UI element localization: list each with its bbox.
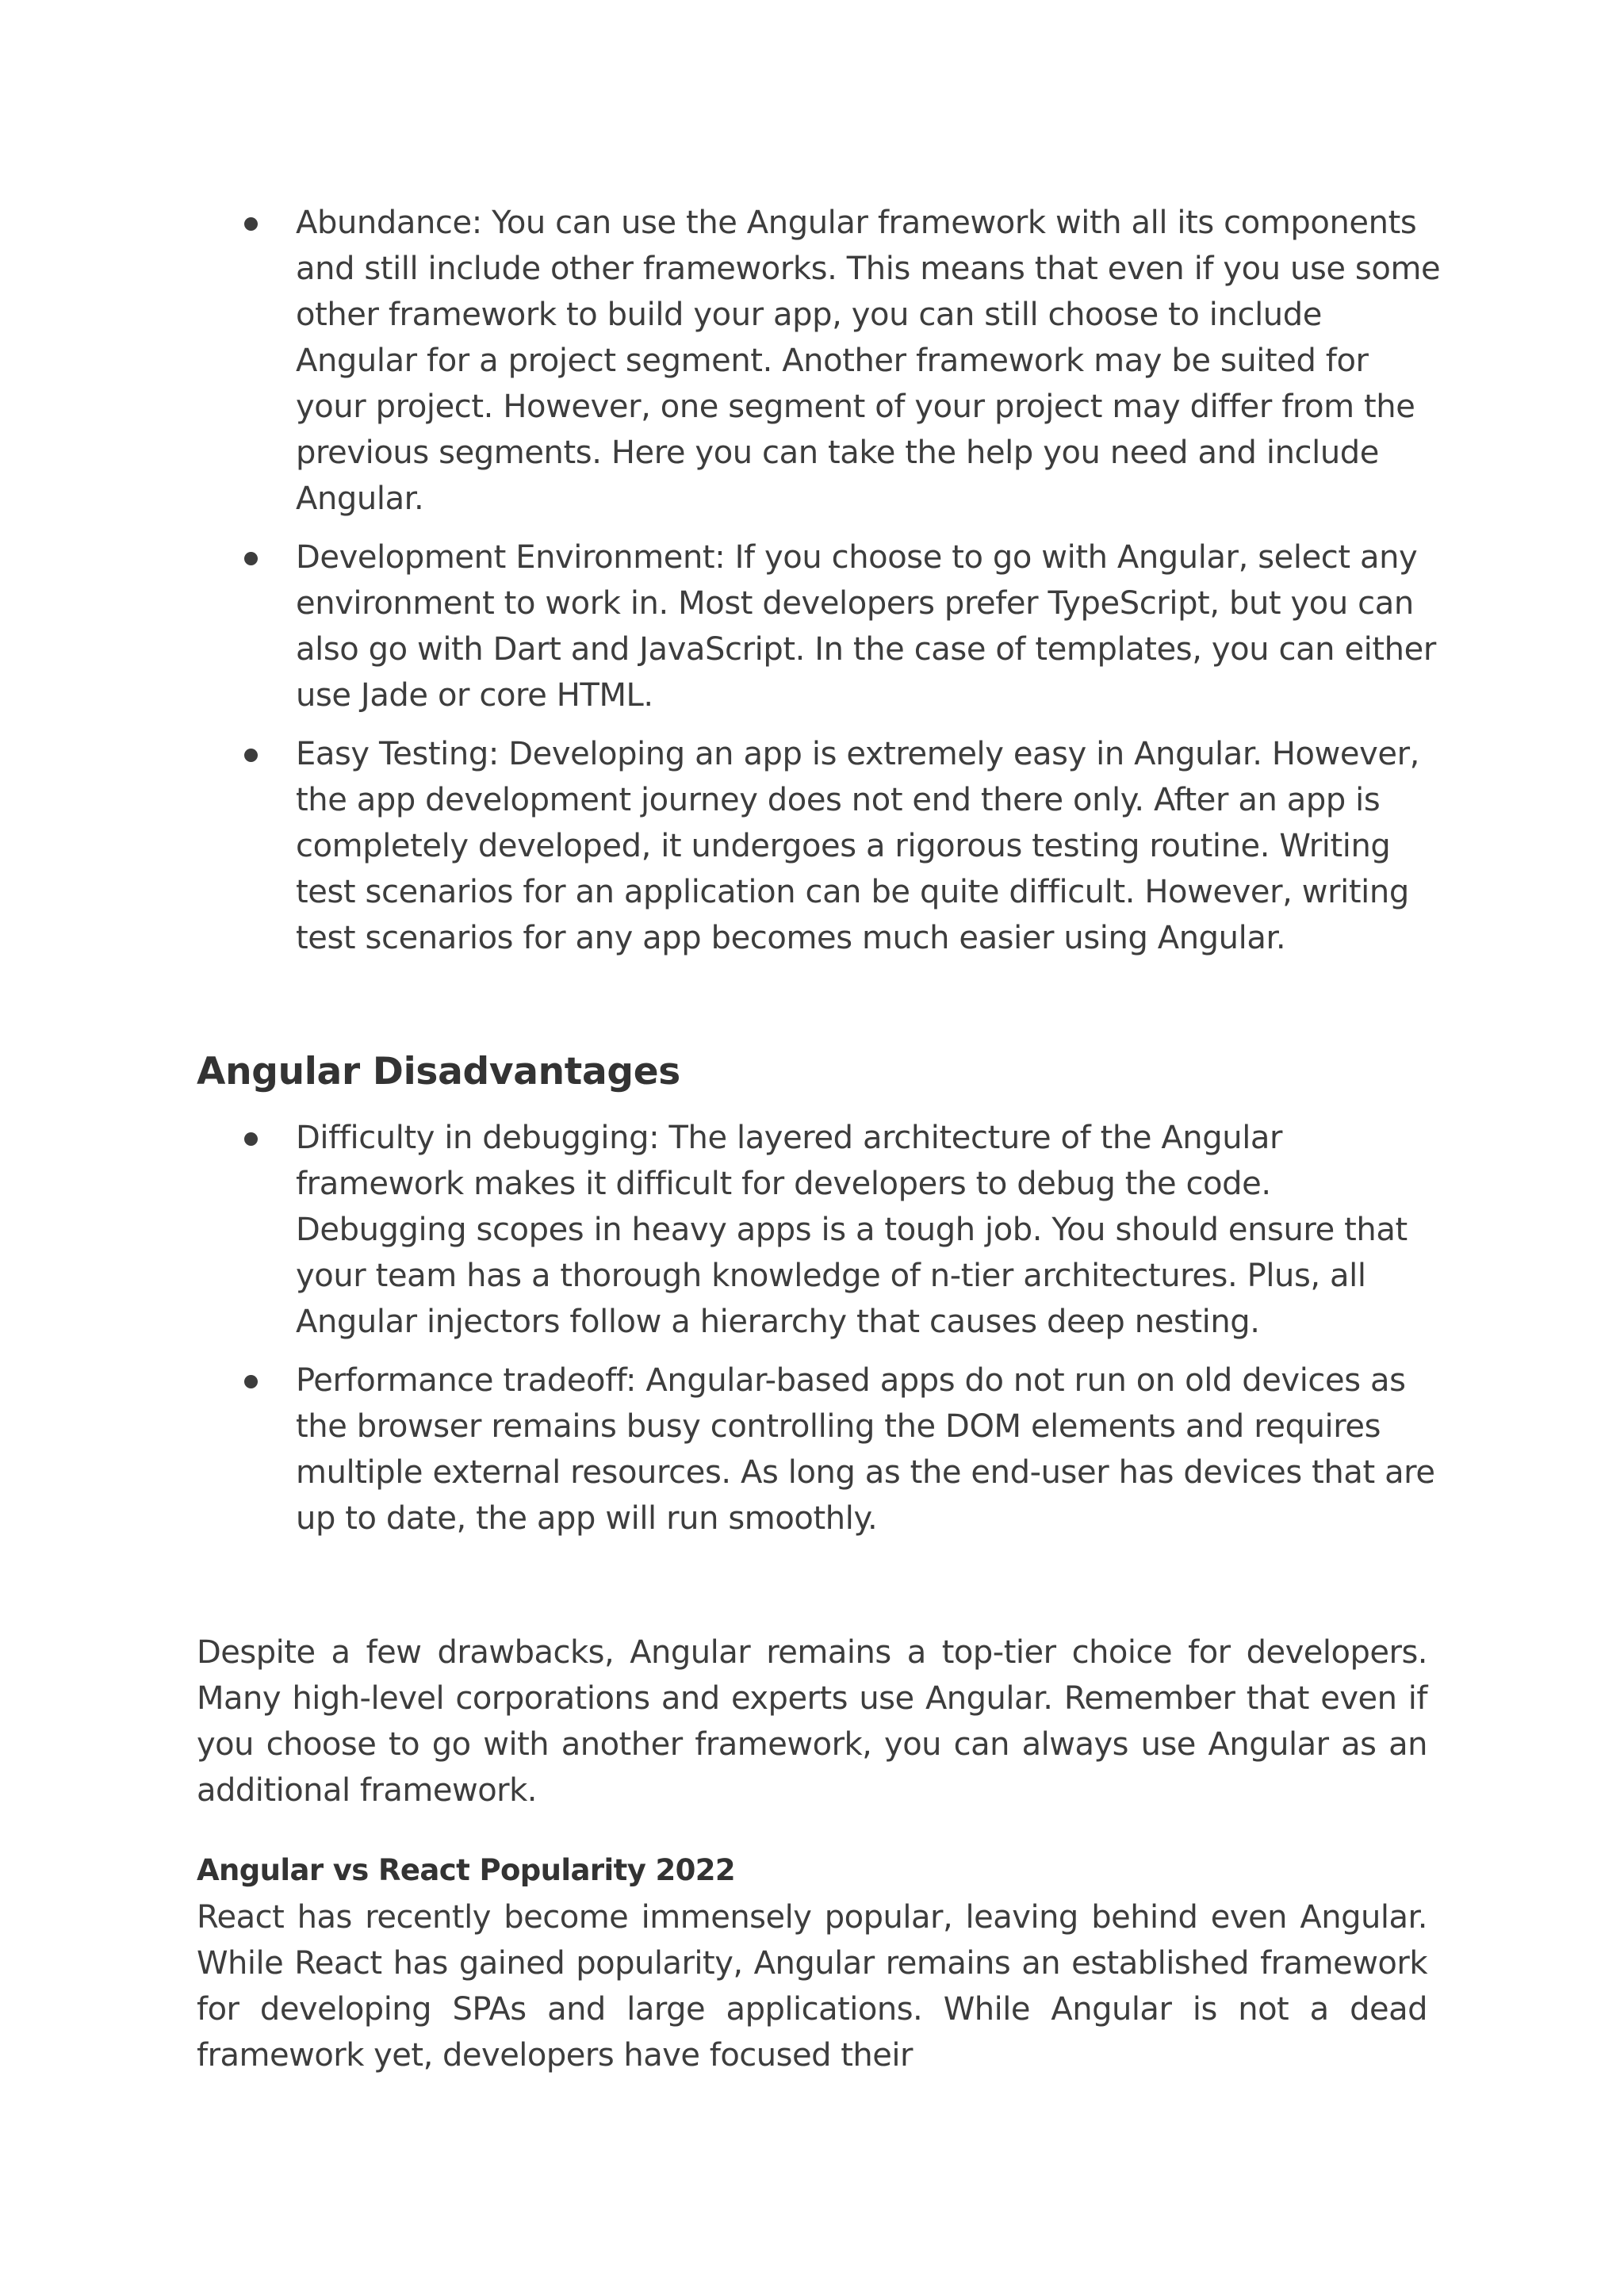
list-item	[197, 1115, 1442, 1345]
disadvantages-heading: Angular Disadvantages	[197, 1050, 680, 1093]
bullet-icon	[244, 1132, 258, 1146]
list-item-text: Easy Testing: Developing an app is extremely easy in Angular. However, the app development journey does not end there only. After an app is completely developed, it undergoes a rigorous testing routine. Writing test scenarios for an application can be quite difficult. However, writing test scenarios for any app becomes much easier using Angular.	[296, 736, 1419, 956]
list-item-text: Performance tradeoff: Angular-based apps do not run on old devices as the browser remains busy controlling the DOM elements and requires multiple external resources. As long as the end-user has devices that are up to date, the app will run smoothly.	[296, 1362, 1435, 1537]
list-item	[197, 731, 1442, 961]
advantages-list	[197, 200, 1442, 961]
bullet-icon	[244, 1375, 258, 1388]
list-item	[197, 1358, 1442, 1541]
list-item-text: Development Environment: If you choose to go with Angular, select any environment to work in. Most developers prefer TypeScript, but you can also go with Dart and JavaScript. In the case of templates, you can either use Jade or core HTML.	[296, 539, 1436, 714]
disadvantages-list	[197, 1115, 1442, 1541]
popularity-heading: Angular vs React Popularity 2022	[197, 1853, 736, 1887]
list-item	[197, 534, 1442, 718]
conclusion-paragraph: Despite a few drawbacks, Angular remains a top-tier choice for developers. Many high-level corporations and experts use Angular. Remember that even if you choose to go with another framework, you can always use Angular as an additional framework.	[197, 1634, 1427, 1809]
bullet-icon	[244, 749, 258, 762]
bullet-icon	[244, 552, 258, 565]
list-item	[197, 200, 1442, 522]
bullet-icon	[244, 217, 258, 231]
list-item-text: Difficulty in debugging: The layered architecture of the Angular framework makes it difficult for developers to debug the code. Debugging scopes in heavy apps is a tough job. You should ensure that your team has a thorough knowledge of n-tier architectures. Plus, all Angular injectors follow a hierarchy that causes deep nesting.	[296, 1120, 1408, 1340]
popularity-paragraph: React has recently become immensely popular, leaving behind even Angular. While React has gained popularity, Angular remains an established framework for developing SPAs and large applications. While Angular is not a dead framework yet, developers have focused their	[197, 1899, 1427, 2074]
list-item-text: Abundance: You can use the Angular framework with all its components and still include other frameworks. This means that even if you use some other framework to build your app, you can still choose to include Angular for a project segment. Another framework may be suited for your project. However, one segment of your project may differ from the previous segments. Here you can take the help you need and include Angular.	[296, 205, 1441, 517]
